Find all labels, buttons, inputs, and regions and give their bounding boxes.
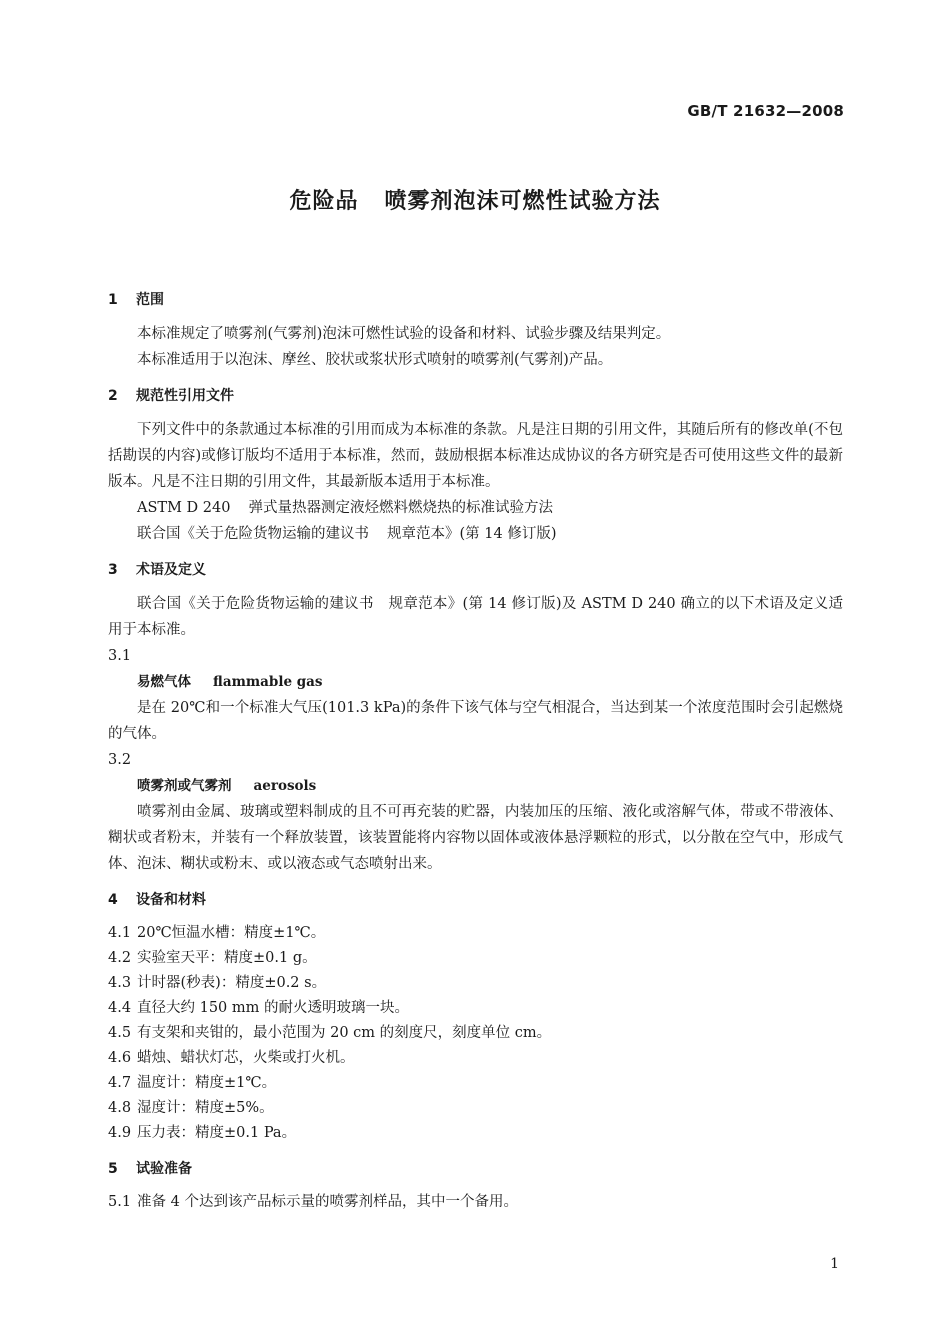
reference-un: 联合国《关于危险货物运输的建议书 规章范本》(第 14 修订版) [137, 526, 557, 542]
section-heading-3: 3 术语及定义 [108, 562, 206, 578]
list-item: 4.3 计时器(秒表)：精度±0.2 s。 [108, 975, 327, 991]
document-body [108, 287, 843, 1215]
title-part-1: 危险品 [289, 189, 359, 214]
normative-references-paragraph: 下列文件中的条款通过本标准的引用而成为本标准的条款。凡是注日期的引用文件，其随后所有的修改单(不包括勘误的内容)或修订版均不适用于本标准，然而，鼓励根据本标准达成协议的各方研究是否可使用这些文件的最新版本。凡是不注日期的引用文件，其最新版本适用于本标准。 [108, 422, 843, 490]
list-item: 4.9 压力表：精度±0.1 Pa。 [108, 1125, 297, 1141]
title-part-2: 喷雾剂泡沫可燃性试验方法 [384, 189, 661, 214]
list-item: 4.4 直径大约 150 mm 的耐火透明玻璃一块。 [108, 1000, 410, 1016]
section-heading-5: 5 试验准备 [108, 1161, 192, 1177]
list-item: 4.6 蜡烛、蜡状灯芯，火柴或打火机。 [108, 1050, 355, 1066]
term-flammable-gas-definition: 是在 20℃和一个标准大气压(101.3 kPa)的条件下该气体与空气相混合，当达到某一个浓度范围时会引起燃烧的气体。 [108, 700, 843, 742]
section-heading-4: 4 设备和材料 [108, 892, 206, 908]
term-aerosols: 喷雾剂或气雾剂 aerosols [137, 778, 317, 794]
scope-line-1: 本标准规定了喷雾剂(气雾剂)泡沫可燃性试验的设备和材料、试验步骤及结果判定。 [137, 326, 671, 342]
scope-line-2: 本标准适用于以泡沫、摩丝、胶状或浆状形式喷射的喷雾剂(气雾剂)产品。 [137, 352, 613, 368]
list-item: 4.1 20℃恒温水槽：精度±1℃。 [108, 925, 326, 941]
list-item: 5.1 准备 4 个达到该产品标示量的喷雾剂样品，其中一个备用。 [108, 1194, 518, 1210]
reference-astm: ASTM D 240 弹式量热器测定液烃燃料燃烧热的标准试验方法 [137, 500, 553, 516]
term-number-3-2: 3.2 [108, 752, 132, 768]
list-item: 4.8 湿度计：精度±5%。 [108, 1100, 274, 1116]
page-number: 1 [830, 1256, 839, 1272]
list-item: 4.2 实验室天平：精度±0.1 g。 [108, 950, 317, 966]
list-item: 4.5 有支架和夹钳的，最小范围为 20 cm 的刻度尺，刻度单位 cm。 [108, 1025, 552, 1041]
document-title [0, 184, 950, 215]
section-heading-2: 2 规范性引用文件 [108, 388, 234, 404]
list-item: 4.7 温度计：精度±1℃。 [108, 1075, 277, 1091]
term-number-3-1: 3.1 [108, 648, 132, 664]
terms-intro-paragraph: 联合国《关于危险货物运输的建议书 规章范本》(第 14 修订版)及 ASTM D 240 确立的以下术语及定义适用于本标准。 [108, 596, 843, 638]
term-flammable-gas: 易燃气体 flammable gas [137, 674, 323, 690]
standard-code: GB/T 21632—2008 [687, 102, 844, 120]
term-aerosols-definition: 喷雾剂由金属、玻璃或塑料制成的且不可再充装的贮器，内装加压的压缩、液化或溶解气体，带或不带液体、糊状或者粉末，并装有一个释放装置，该装置能将内容物以固体或液体悬浮颗粒的形式，以分散在空气中，形成气体、泡沫、糊状或粉末、或以液态或气态喷射出来。 [108, 804, 843, 872]
section-heading-1: 1 范围 [108, 292, 164, 308]
